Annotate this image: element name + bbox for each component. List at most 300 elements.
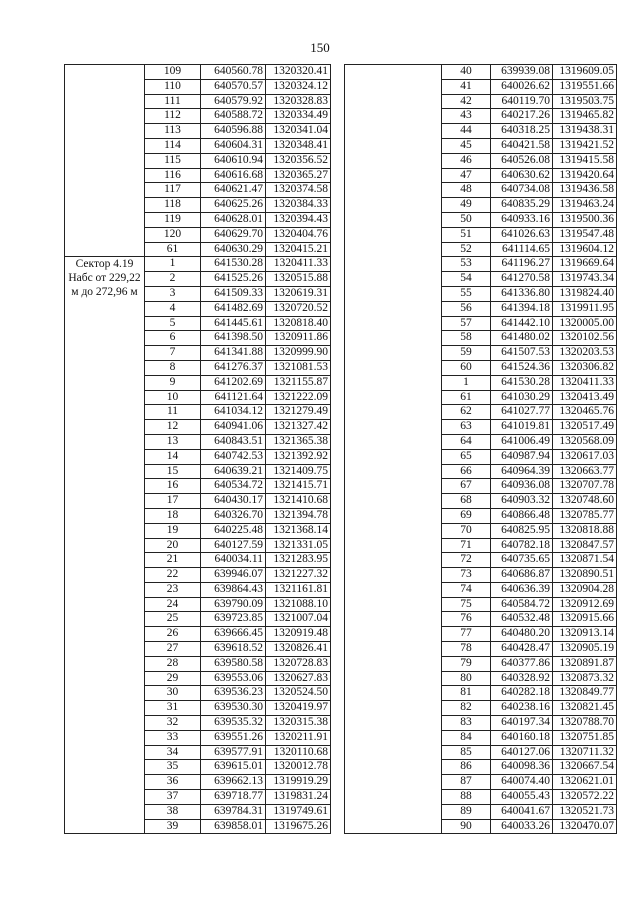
x-coordinate: 640034.11	[201, 553, 266, 568]
point-number: 58	[442, 331, 491, 346]
point-number: 16	[145, 479, 201, 494]
x-coordinate: 640579.92	[201, 94, 266, 109]
y-coordinate: 1320415.21	[266, 242, 331, 257]
y-coordinate: 1319824.40	[553, 286, 617, 301]
x-coordinate: 641507.53	[491, 346, 553, 361]
x-coordinate: 640941.06	[201, 420, 266, 435]
y-coordinate: 1320211.91	[266, 730, 331, 745]
point-number: 51	[442, 227, 491, 242]
point-number: 112	[145, 109, 201, 124]
x-coordinate: 641019.81	[491, 420, 553, 435]
point-number: 78	[442, 642, 491, 657]
y-coordinate: 1320890.51	[553, 568, 617, 583]
point-number: 87	[442, 775, 491, 790]
point-number: 65	[442, 449, 491, 464]
point-number: 29	[145, 671, 201, 686]
y-coordinate: 1320663.77	[553, 464, 617, 479]
y-coordinate: 1320110.68	[266, 745, 331, 760]
y-coordinate: 1320720.52	[266, 301, 331, 316]
y-coordinate: 1320871.54	[553, 553, 617, 568]
y-coordinate: 1320411.33	[266, 257, 331, 272]
x-coordinate: 639618.52	[201, 642, 266, 657]
x-coordinate: 639718.77	[201, 790, 266, 805]
x-coordinate: 641276.37	[201, 360, 266, 375]
y-coordinate: 1320847.57	[553, 538, 617, 553]
point-number: 61	[442, 390, 491, 405]
x-coordinate: 639790.09	[201, 597, 266, 612]
y-coordinate: 1320627.83	[266, 671, 331, 686]
y-coordinate: 1320572.22	[553, 790, 617, 805]
y-coordinate: 1321283.95	[266, 553, 331, 568]
point-number: 8	[145, 360, 201, 375]
x-coordinate: 640430.17	[201, 494, 266, 509]
point-number: 46	[442, 153, 491, 168]
point-number: 22	[145, 568, 201, 583]
x-coordinate: 641196.27	[491, 257, 553, 272]
y-coordinate: 1319749.61	[266, 804, 331, 819]
x-coordinate: 640480.20	[491, 627, 553, 642]
point-number: 54	[442, 272, 491, 287]
point-number: 41	[442, 79, 491, 94]
x-coordinate: 641006.49	[491, 434, 553, 449]
point-number: 119	[145, 212, 201, 227]
y-coordinate: 1320203.53	[553, 346, 617, 361]
point-number: 48	[442, 183, 491, 198]
y-coordinate: 1321007.04	[266, 612, 331, 627]
point-number: 72	[442, 553, 491, 568]
y-coordinate: 1320568.09	[553, 434, 617, 449]
x-coordinate: 640639.21	[201, 464, 266, 479]
x-coordinate: 640160.18	[491, 730, 553, 745]
point-number: 110	[145, 79, 201, 94]
x-coordinate: 640742.53	[201, 449, 266, 464]
y-coordinate: 1320915.66	[553, 612, 617, 627]
y-coordinate: 1320911.86	[266, 331, 331, 346]
x-coordinate: 639580.58	[201, 656, 266, 671]
y-coordinate: 1320517.49	[553, 420, 617, 435]
point-number: 40	[442, 65, 491, 80]
point-number: 20	[145, 538, 201, 553]
y-coordinate: 1320411.33	[553, 375, 617, 390]
point-number: 1	[145, 257, 201, 272]
x-coordinate: 640033.26	[491, 819, 553, 834]
x-coordinate: 640377.86	[491, 656, 553, 671]
x-coordinate: 640534.72	[201, 479, 266, 494]
y-coordinate: 1319604.12	[553, 242, 617, 257]
y-coordinate: 1320348.41	[266, 138, 331, 153]
y-coordinate: 1319743.34	[553, 272, 617, 287]
y-coordinate: 1320384.33	[266, 198, 331, 213]
point-number: 4	[145, 301, 201, 316]
y-coordinate: 1321161.81	[266, 582, 331, 597]
point-number: 11	[145, 405, 201, 420]
point-number: 120	[145, 227, 201, 242]
x-coordinate: 640526.08	[491, 153, 553, 168]
y-coordinate: 1319675.26	[266, 819, 331, 834]
point-number: 9	[145, 375, 201, 390]
y-coordinate: 1320102.56	[553, 331, 617, 346]
x-coordinate: 640127.59	[201, 538, 266, 553]
x-coordinate: 639577.91	[201, 745, 266, 760]
point-number: 66	[442, 464, 491, 479]
point-number: 79	[442, 656, 491, 671]
point-number: 59	[442, 346, 491, 361]
point-number: 85	[442, 745, 491, 760]
x-coordinate: 639946.07	[201, 568, 266, 583]
point-number: 21	[145, 553, 201, 568]
sector-cell	[345, 65, 442, 834]
point-number: 69	[442, 508, 491, 523]
x-coordinate: 640636.39	[491, 582, 553, 597]
x-coordinate: 640964.39	[491, 464, 553, 479]
x-coordinate: 640026.62	[491, 79, 553, 94]
y-coordinate: 1320365.27	[266, 168, 331, 183]
point-number: 25	[145, 612, 201, 627]
y-coordinate: 1321088.10	[266, 597, 331, 612]
x-coordinate: 640225.48	[201, 523, 266, 538]
x-coordinate: 641026.63	[491, 227, 553, 242]
point-number: 2	[145, 272, 201, 287]
point-number: 77	[442, 627, 491, 642]
point-number: 13	[145, 434, 201, 449]
y-coordinate: 1320904.28	[553, 582, 617, 597]
y-coordinate: 1319465.82	[553, 109, 617, 124]
x-coordinate: 640903.32	[491, 494, 553, 509]
point-number: 83	[442, 716, 491, 731]
y-coordinate: 1319911.95	[553, 301, 617, 316]
x-coordinate: 639662.13	[201, 775, 266, 790]
point-number: 7	[145, 346, 201, 361]
point-number: 118	[145, 198, 201, 213]
x-coordinate: 641398.50	[201, 331, 266, 346]
x-coordinate: 640987.94	[491, 449, 553, 464]
y-coordinate: 1320470.07	[553, 819, 617, 834]
point-number: 90	[442, 819, 491, 834]
x-coordinate: 641480.02	[491, 331, 553, 346]
point-number: 88	[442, 790, 491, 805]
point-number: 116	[145, 168, 201, 183]
x-coordinate: 639723.85	[201, 612, 266, 627]
point-number: 61	[145, 242, 201, 257]
point-number: 42	[442, 94, 491, 109]
x-coordinate: 640933.16	[491, 212, 553, 227]
y-coordinate: 1320619.31	[266, 286, 331, 301]
y-coordinate: 1320315.38	[266, 716, 331, 731]
x-coordinate: 640532.48	[491, 612, 553, 627]
x-coordinate: 640686.87	[491, 568, 553, 583]
y-coordinate: 1319551.66	[553, 79, 617, 94]
y-coordinate: 1320341.04	[266, 124, 331, 139]
x-coordinate: 640041.67	[491, 804, 553, 819]
point-number: 109	[145, 65, 201, 80]
x-coordinate: 640326.70	[201, 508, 266, 523]
y-coordinate: 1320374.58	[266, 183, 331, 198]
y-coordinate: 1319919.29	[266, 775, 331, 790]
x-coordinate: 641027.77	[491, 405, 553, 420]
x-coordinate: 641341.88	[201, 346, 266, 361]
x-coordinate: 640217.26	[491, 109, 553, 124]
y-coordinate: 1321368.14	[266, 523, 331, 538]
y-coordinate: 1320621.01	[553, 775, 617, 790]
x-coordinate: 640074.40	[491, 775, 553, 790]
coordinates-table-left	[64, 64, 331, 834]
y-coordinate: 1321392.92	[266, 449, 331, 464]
x-coordinate: 639666.45	[201, 627, 266, 642]
point-number: 67	[442, 479, 491, 494]
x-coordinate: 641394.18	[491, 301, 553, 316]
y-coordinate: 1320707.78	[553, 479, 617, 494]
x-coordinate: 639615.01	[201, 760, 266, 775]
y-coordinate: 1320912.69	[553, 597, 617, 612]
point-number: 34	[145, 745, 201, 760]
y-coordinate: 1320324.12	[266, 79, 331, 94]
x-coordinate: 639939.08	[491, 65, 553, 80]
point-number: 60	[442, 360, 491, 375]
point-number: 18	[145, 508, 201, 523]
x-coordinate: 640629.70	[201, 227, 266, 242]
y-coordinate: 1320818.88	[553, 523, 617, 538]
y-coordinate: 1321409.75	[266, 464, 331, 479]
y-coordinate: 1320328.83	[266, 94, 331, 109]
y-coordinate: 1319831.24	[266, 790, 331, 805]
x-coordinate: 640630.29	[201, 242, 266, 257]
y-coordinate: 1321227.32	[266, 568, 331, 583]
point-number: 49	[442, 198, 491, 213]
x-coordinate: 640610.94	[201, 153, 266, 168]
x-coordinate: 640560.78	[201, 65, 266, 80]
y-coordinate: 1319609.05	[553, 65, 617, 80]
table-row	[65, 65, 331, 80]
x-coordinate: 641030.29	[491, 390, 553, 405]
point-number: 71	[442, 538, 491, 553]
y-coordinate: 1320334.49	[266, 109, 331, 124]
x-coordinate: 640098.36	[491, 760, 553, 775]
x-coordinate: 640628.01	[201, 212, 266, 227]
y-coordinate: 1319547.48	[553, 227, 617, 242]
y-coordinate: 1319438.31	[553, 124, 617, 139]
x-coordinate: 640735.65	[491, 553, 553, 568]
x-coordinate: 641530.28	[491, 375, 553, 390]
x-coordinate: 640936.08	[491, 479, 553, 494]
x-coordinate: 640055.43	[491, 790, 553, 805]
point-number: 17	[145, 494, 201, 509]
point-number: 19	[145, 523, 201, 538]
x-coordinate: 639864.43	[201, 582, 266, 597]
x-coordinate: 639858.01	[201, 819, 266, 834]
y-coordinate: 1320394.43	[266, 212, 331, 227]
point-number: 44	[442, 124, 491, 139]
x-coordinate: 640570.57	[201, 79, 266, 94]
point-number: 111	[145, 94, 201, 109]
x-coordinate: 640197.34	[491, 716, 553, 731]
point-number: 84	[442, 730, 491, 745]
y-coordinate: 1320785.77	[553, 508, 617, 523]
x-coordinate: 639553.06	[201, 671, 266, 686]
y-coordinate: 1321155.87	[266, 375, 331, 390]
point-number: 43	[442, 109, 491, 124]
y-coordinate: 1319669.64	[553, 257, 617, 272]
point-number: 52	[442, 242, 491, 257]
y-coordinate: 1320919.48	[266, 627, 331, 642]
point-number: 23	[145, 582, 201, 597]
x-coordinate: 640282.18	[491, 686, 553, 701]
point-number: 47	[442, 168, 491, 183]
y-coordinate: 1320667.54	[553, 760, 617, 775]
x-coordinate: 640843.51	[201, 434, 266, 449]
x-coordinate: 641121.64	[201, 390, 266, 405]
y-coordinate: 1320849.77	[553, 686, 617, 701]
point-number: 55	[442, 286, 491, 301]
point-number: 33	[145, 730, 201, 745]
point-number: 53	[442, 257, 491, 272]
point-number: 37	[145, 790, 201, 805]
x-coordinate: 641114.65	[491, 242, 553, 257]
point-number: 73	[442, 568, 491, 583]
y-coordinate: 1320404.76	[266, 227, 331, 242]
x-coordinate: 640596.88	[201, 124, 266, 139]
x-coordinate: 639551.26	[201, 730, 266, 745]
y-coordinate: 1320751.85	[553, 730, 617, 745]
point-number: 68	[442, 494, 491, 509]
y-coordinate: 1320419.97	[266, 701, 331, 716]
x-coordinate: 640825.95	[491, 523, 553, 538]
point-number: 56	[442, 301, 491, 316]
x-coordinate: 641270.58	[491, 272, 553, 287]
point-number: 26	[145, 627, 201, 642]
x-coordinate: 641034.12	[201, 405, 266, 420]
y-coordinate: 1321327.42	[266, 420, 331, 435]
point-number: 45	[442, 138, 491, 153]
x-coordinate: 640421.58	[491, 138, 553, 153]
y-coordinate: 1320005.00	[553, 316, 617, 331]
y-coordinate: 1320748.60	[553, 494, 617, 509]
y-coordinate: 1320465.76	[553, 405, 617, 420]
y-coordinate: 1320826.41	[266, 642, 331, 657]
x-coordinate: 640584.72	[491, 597, 553, 612]
x-coordinate: 640625.26	[201, 198, 266, 213]
table-row	[65, 257, 331, 272]
y-coordinate: 1319503.75	[553, 94, 617, 109]
point-number: 36	[145, 775, 201, 790]
page-number: 150	[310, 40, 330, 55]
x-coordinate: 641482.69	[201, 301, 266, 316]
point-number: 115	[145, 153, 201, 168]
y-coordinate: 1320521.73	[553, 804, 617, 819]
y-coordinate: 1321410.68	[266, 494, 331, 509]
point-number: 10	[145, 390, 201, 405]
x-coordinate: 640428.47	[491, 642, 553, 657]
y-coordinate: 1321365.38	[266, 434, 331, 449]
x-coordinate: 640616.68	[201, 168, 266, 183]
point-number: 76	[442, 612, 491, 627]
point-number: 114	[145, 138, 201, 153]
point-number: 50	[442, 212, 491, 227]
sector-cell	[65, 65, 145, 257]
x-coordinate: 640238.16	[491, 701, 553, 716]
y-coordinate: 1321394.78	[266, 508, 331, 523]
x-coordinate: 640630.62	[491, 168, 553, 183]
point-number: 24	[145, 597, 201, 612]
x-coordinate: 640835.29	[491, 198, 553, 213]
point-number: 31	[145, 701, 201, 716]
x-coordinate: 640782.18	[491, 538, 553, 553]
y-coordinate: 1321331.05	[266, 538, 331, 553]
x-coordinate: 641442.10	[491, 316, 553, 331]
y-coordinate: 1320320.41	[266, 65, 331, 80]
sector-cell: Сектор 4.19 Набс от 229,22 м до 272,96 м	[65, 257, 145, 834]
y-coordinate: 1321415.71	[266, 479, 331, 494]
y-coordinate: 1320711.32	[553, 745, 617, 760]
point-number: 32	[145, 716, 201, 731]
point-number: 74	[442, 582, 491, 597]
x-coordinate: 640604.31	[201, 138, 266, 153]
x-coordinate: 640119.70	[491, 94, 553, 109]
y-coordinate: 1321222.09	[266, 390, 331, 405]
y-coordinate: 1320788.70	[553, 716, 617, 731]
y-coordinate: 1320821.45	[553, 701, 617, 716]
point-number: 1	[442, 375, 491, 390]
point-number: 86	[442, 760, 491, 775]
x-coordinate: 640866.48	[491, 508, 553, 523]
y-coordinate: 1320913.14	[553, 627, 617, 642]
point-number: 117	[145, 183, 201, 198]
y-coordinate: 1319463.24	[553, 198, 617, 213]
y-coordinate: 1320873.32	[553, 671, 617, 686]
point-number: 3	[145, 286, 201, 301]
y-coordinate: 1320891.87	[553, 656, 617, 671]
point-number: 62	[442, 405, 491, 420]
y-coordinate: 1320818.40	[266, 316, 331, 331]
x-coordinate: 639784.31	[201, 804, 266, 819]
point-number: 28	[145, 656, 201, 671]
point-number: 14	[145, 449, 201, 464]
y-coordinate: 1319415.58	[553, 153, 617, 168]
x-coordinate: 641530.28	[201, 257, 266, 272]
y-coordinate: 1320306.82	[553, 360, 617, 375]
y-coordinate: 1320012.78	[266, 760, 331, 775]
y-coordinate: 1321081.53	[266, 360, 331, 375]
y-coordinate: 1320728.83	[266, 656, 331, 671]
point-number: 35	[145, 760, 201, 775]
point-number: 39	[145, 819, 201, 834]
x-coordinate: 640127.06	[491, 745, 553, 760]
x-coordinate: 641445.61	[201, 316, 266, 331]
y-coordinate: 1320905.19	[553, 642, 617, 657]
point-number: 82	[442, 701, 491, 716]
point-number: 63	[442, 420, 491, 435]
x-coordinate: 640318.25	[491, 124, 553, 139]
point-number: 81	[442, 686, 491, 701]
point-number: 89	[442, 804, 491, 819]
point-number: 5	[145, 316, 201, 331]
table-row	[345, 65, 617, 80]
y-coordinate: 1319500.36	[553, 212, 617, 227]
point-number: 57	[442, 316, 491, 331]
point-number: 6	[145, 331, 201, 346]
y-coordinate: 1319420.64	[553, 168, 617, 183]
point-number: 75	[442, 597, 491, 612]
x-coordinate: 640328.92	[491, 671, 553, 686]
y-coordinate: 1321279.49	[266, 405, 331, 420]
y-coordinate: 1320617.03	[553, 449, 617, 464]
point-number: 27	[145, 642, 201, 657]
y-coordinate: 1319421.52	[553, 138, 617, 153]
x-coordinate: 639530.30	[201, 701, 266, 716]
point-number: 38	[145, 804, 201, 819]
point-number: 12	[145, 420, 201, 435]
point-number: 70	[442, 523, 491, 538]
y-coordinate: 1320515.88	[266, 272, 331, 287]
